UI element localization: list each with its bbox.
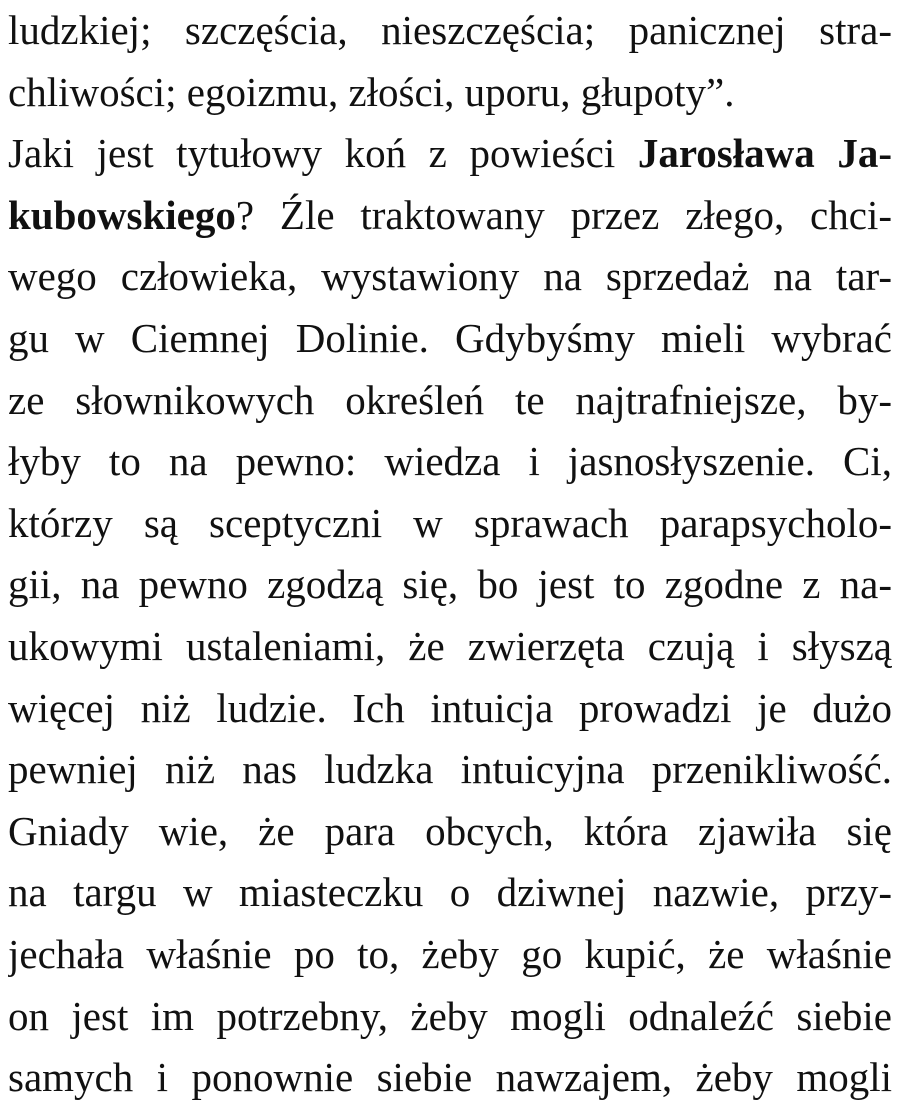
text-line: jechała właśnie po to, żeby go kupić, że właśnie bbox=[8, 930, 892, 977]
text-line: więcej niż ludzie. Ich intuicja prowadzi je dużo bbox=[8, 684, 892, 731]
text-line: samych i ponownie siebie nawzajem, żeby mogli bbox=[8, 1054, 892, 1101]
text-line: Gniady wie, że para obcych, która zjawiła się bbox=[8, 807, 892, 854]
text-line: ze słownikowych określeń te najtrafniejsze, by- bbox=[8, 376, 892, 423]
text-line: ludzkiej; szczęścia, nieszczęścia; panicznej stra- bbox=[8, 7, 892, 53]
author-name-continued: kubowskiego bbox=[8, 191, 236, 238]
text-line bbox=[8, 185, 892, 247]
text-line: łyby to na pewno: wiedza i jasnosłyszenie. Ci, bbox=[8, 438, 892, 485]
text-line: wego człowieka, wystawiony na sprzedaż na tar- bbox=[8, 253, 892, 300]
text-line: na targu w miasteczku o dziwnej nazwie, przy- bbox=[8, 869, 892, 916]
text-segment: Jaki jest tytułowy koń z powieści bbox=[8, 130, 638, 177]
text-line: chliwości; egoizmu, złości, uporu, głupoty”. bbox=[8, 68, 735, 115]
text-segment: ? Źle traktowany przez złego, chci- bbox=[235, 191, 892, 238]
text-line bbox=[8, 123, 892, 185]
text-line: ukowymi ustaleniami, że zwierzęta czują i słyszą bbox=[8, 622, 892, 669]
body-text bbox=[8, 0, 892, 1109]
text-line: pewniej niż nas ludzka intuicyjna przenikliwość. bbox=[8, 746, 892, 793]
text-line: gu w Ciemnej Dolinie. Gdybyśmy mieli wybrać bbox=[8, 314, 892, 361]
text-line: gii, na pewno zgodzą się, bo jest to zgodne z na- bbox=[8, 561, 892, 608]
text-line: on jest im potrzebny, żeby mogli odnaleźć siebie bbox=[8, 992, 892, 1039]
text-line: którzy są sceptyczni w sprawach parapsycholo- bbox=[8, 499, 892, 546]
author-name: Jarosława Ja- bbox=[637, 130, 892, 177]
